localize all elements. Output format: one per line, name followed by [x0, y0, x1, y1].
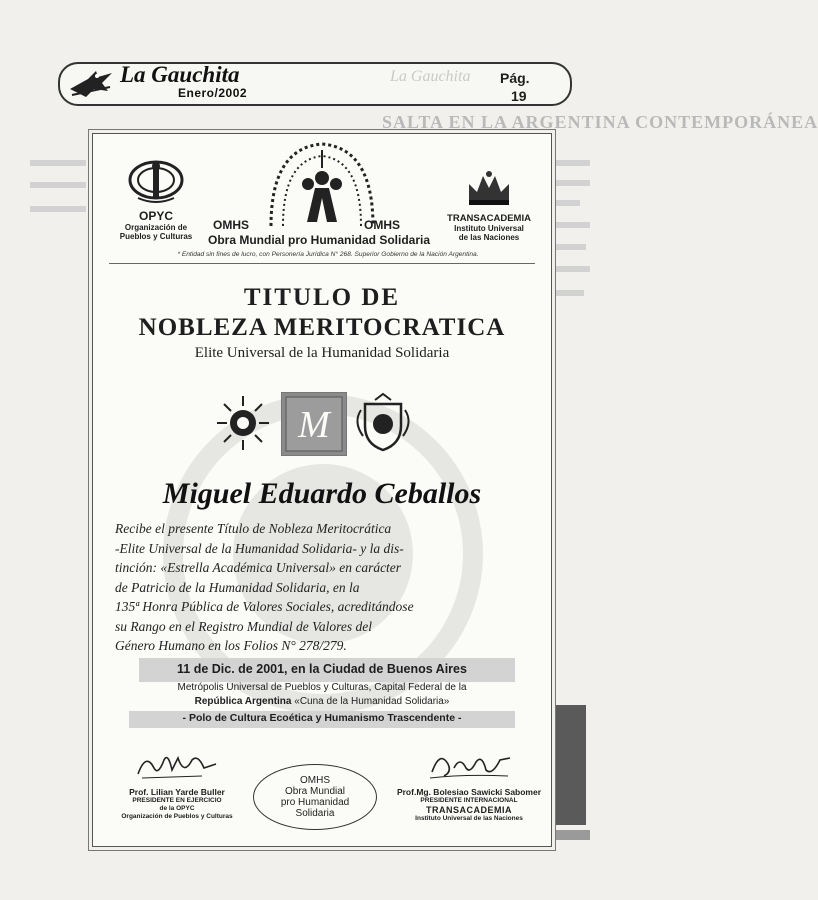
republic-line [93, 696, 551, 707]
monogram-letter: M [298, 404, 330, 446]
sun-emblem-icon [211, 392, 275, 454]
signatory-left [97, 746, 257, 821]
seal-line: OMHS [300, 775, 330, 786]
recipient-name: Miguel Eduardo Ceballos [162, 477, 482, 510]
bleed-through-heading: SALTA EN LA ARGENTINA CONTEMPORÁNEA [382, 112, 818, 132]
citation-line: tinción: «Estrella Académica Universal» en carácter [115, 560, 402, 575]
seal-line: Obra Mundial [284, 786, 346, 797]
issue-place-date: 11 de Dic. de 2001, en la Ciudad de Buenos Aires [177, 662, 467, 676]
opyc-emblem-icon [126, 158, 186, 204]
omhs-arch-emblem-icon [263, 138, 381, 230]
opyc-sub-2: Pueblos y Culturas [119, 232, 193, 241]
transacademia-name: TRANSACADEMIA [447, 213, 531, 224]
republic-motto: «Cuna de la Humanidad Solidaria» [291, 696, 450, 707]
divider [109, 263, 535, 264]
republic-name: República Argentina [194, 696, 292, 707]
citation-line: Género Humano en los Folios N° 278/279. [115, 638, 347, 653]
signatory-left-role-2: de la OPYC [159, 805, 195, 812]
org-opyc [107, 158, 205, 241]
seal-line: pro Humanidad [280, 797, 350, 808]
bleed-through-block [556, 705, 586, 825]
signatory-left-name: Prof. Lilian Yarde Buller [129, 787, 225, 797]
certificate [92, 133, 552, 847]
omhs-label-right: OMHS [364, 218, 400, 232]
org-transacademia [433, 168, 545, 242]
omhs-full-name: Obra Mundial pro Humanidad Solidaria [207, 233, 431, 247]
magazine-title: La Gauchita [120, 62, 240, 87]
signatory-left-role-1: PRESIDENTE EN EJERCICIO [132, 797, 222, 804]
transacademia-sub-1: Instituto Universal [454, 224, 524, 233]
certificate-title-line-1: TITULO DE [243, 284, 401, 311]
omhs-seal [253, 764, 377, 830]
bleed-line [30, 160, 86, 166]
polo-line: - Polo de Cultura Ecoética y Humanismo Trascendente - [182, 712, 462, 724]
citation-line: su Rango en el Registro Mundial de Valores del [115, 618, 372, 634]
signature-left [132, 746, 222, 782]
signatory-right [389, 746, 549, 823]
signatory-right-role: PRESIDENTE INTERNACIONAL [420, 797, 518, 804]
transacademia-crown-icon [465, 168, 513, 208]
monogram-panel [281, 392, 347, 456]
bird-logo-icon [68, 67, 114, 101]
citation-line: Recibe el presente Título de Nobleza Meritocrática [115, 521, 392, 536]
certificate-subtitle: Elite Universal de la Humanidad Solidaria [194, 345, 450, 361]
citation-line: 135ª Honra Pública de Valores Sociales, acreditándose [115, 599, 414, 614]
bleed-line [30, 206, 86, 212]
bleed-through-title: La Gauchita [390, 68, 471, 85]
citation-line: -Elite Universal de la Humanidad Solidaria- y la dis- [115, 540, 404, 556]
signatory-right-org-name: TRANSACADEMIA [426, 805, 512, 815]
shield-emblem-icon [351, 392, 415, 454]
signatory-right-name: Prof.Mg. Bolesiao Sawicki Sabomer [396, 787, 542, 797]
signature-right [424, 746, 514, 782]
omhs-label-left: OMHS [213, 218, 249, 232]
signatory-right-org: Instituto Universal de las Naciones [415, 815, 523, 822]
magazine-header [58, 62, 572, 106]
page-number: 19 [511, 88, 527, 104]
certificate-title-line-2: NOBLEZA MERITOCRATICA [138, 314, 506, 341]
signatory-left-org: Organización de Pueblos y Culturas [121, 813, 233, 820]
citation-text [115, 519, 533, 656]
metropolis-line: Metrópolis Universal de Pueblos y Culturas, Capital Federal de la [177, 682, 467, 693]
transacademia-sub-2: de las Naciones [458, 233, 520, 242]
legal-note: * Entidad sin fines de lucro, con Personería Jurídica N° 268. Superior Gobierno de la Nación Argentina. [177, 251, 479, 258]
issue-date: Enero/2002 [178, 86, 248, 100]
opyc-sub-1: Organización de [124, 223, 188, 232]
page-label: Pág. [500, 70, 530, 86]
bleed-line [30, 182, 86, 188]
seal-line: Solidaria [295, 808, 335, 819]
citation-line: de Patricio de la Humanidad Solidaria, en la [115, 579, 360, 595]
monogram-icon [282, 393, 346, 455]
opyc-name: OPYC [138, 209, 173, 223]
